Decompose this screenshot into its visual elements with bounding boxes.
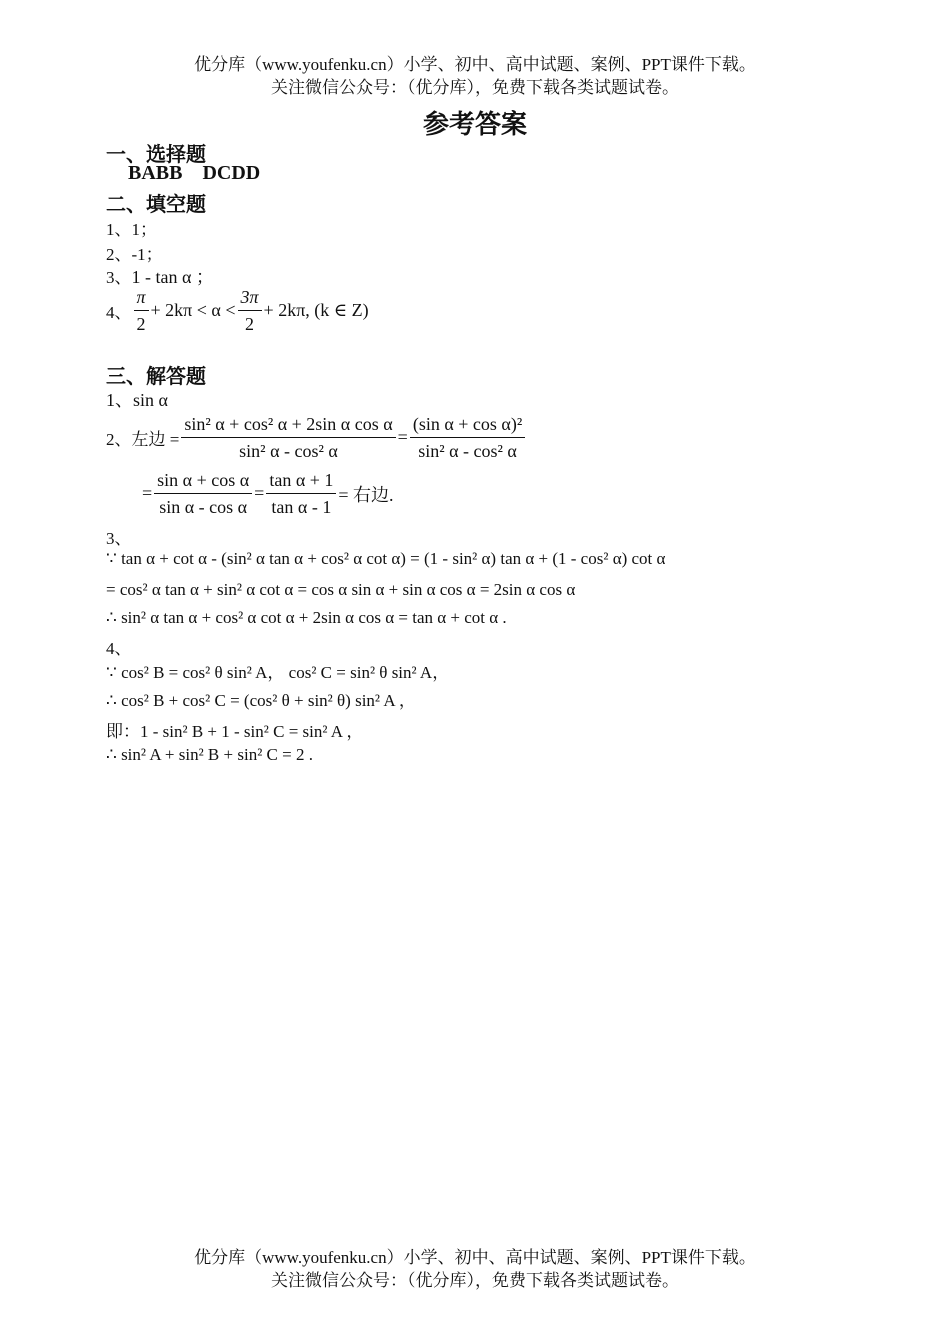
section-choice-heading: 一、选择题 bbox=[106, 144, 206, 166]
header-line-2: 关注微信公众号：（优分库），免费下载各类试题试卷。 bbox=[271, 78, 679, 97]
header-line-1: 优分库（www.youfenku.cn）小学、初中、高中试题、案例、PPT课件下载。 bbox=[194, 55, 756, 74]
solution-1: 1、sin α bbox=[106, 390, 168, 410]
solution-4-line-4: ∴ sin² A + sin² B + sin² C = 2 . bbox=[106, 745, 313, 764]
fraction: $\frac{\text{(sin α + cos α)²}}{\text{sin² α - cos² α}}$ bbox=[410, 411, 525, 464]
page-title: 参考答案 bbox=[422, 110, 527, 139]
solution-2-line-2: = $\frac{\text{sin α + cos α}}{\text{sin α - cos α}}$ = $\frac{\text{tan α + 1}}{\text{tan α - 1}}$ = 右边. bbox=[142, 467, 394, 520]
solution-3-line-1: ∵ tan α + cot α - (sin² α tan α + cos² α cot α) = (1 - sin² α) tan α + (1 - cos² α) cot α bbox=[106, 549, 666, 568]
fraction: $\frac{\text{tan α + 1}}{\text{tan α - 1}}$ bbox=[266, 467, 336, 520]
section-fill-heading: 二、填空题 bbox=[106, 194, 206, 216]
fill-answer-2: 2、-1； bbox=[106, 245, 163, 264]
fill-answer-3-expr: 1 - tan α ； bbox=[131, 267, 214, 287]
solution-4-line-2: ∴ cos² B + cos² C = (cos² θ + sin² θ) sin² A ， bbox=[106, 691, 416, 710]
fraction: $\frac{3\pi}{2}$ bbox=[238, 284, 262, 337]
solution-4-line-3: 即：1 - sin² B + 1 - sin² C = sin² A ， bbox=[106, 722, 364, 741]
footer-line-2: 关注微信公众号：（优分库），免费下载各类试题试卷。 bbox=[271, 1271, 679, 1290]
solution-4-label: 4、 bbox=[106, 639, 132, 658]
fraction: $\frac{\text{sin² α + cos² α + 2sin α cos α}}{\text{sin² α - cos² α}}$ bbox=[181, 411, 395, 464]
footer-line-1: 优分库（www.youfenku.cn）小学、初中、高中试题、案例、PPT课件下载。 bbox=[194, 1248, 756, 1267]
section-solution-heading: 三、解答题 bbox=[106, 366, 206, 388]
fill-answer-3: 3、1 - tan α ； bbox=[106, 267, 214, 287]
solution-4-line-1: ∵ cos² B = cos² θ sin² A， cos² C = sin² θ sin² A， bbox=[106, 663, 450, 682]
solution-3-line-2: = cos² α tan α + sin² α cot α = cos α sin α + sin α cos α = 2sin α cos α bbox=[106, 580, 576, 599]
fill-answer-1: 1、1； bbox=[106, 220, 157, 239]
fraction: $\frac{\pi}{2}$ bbox=[134, 284, 149, 337]
fraction: $\frac{\text{sin α + cos α}}{\text{sin α - cos α}}$ bbox=[154, 467, 252, 520]
solution-3-label: 3、 bbox=[106, 529, 132, 548]
solution-3-line-3: ∴ sin² α tan α + cos² α cot α + 2sin α cos α = tan α + cot α . bbox=[106, 608, 507, 627]
solution-2-line-1: 2、左边 = $\frac{\text{sin² α + cos² α + 2sin α cos α}}{\text{sin² α - cos² α}}$ = $\frac{\text{(sin α + cos α)²}}{\text{sin² α - cos² α}}$ bbox=[106, 411, 527, 464]
fill-answer-4: 4、 $\frac{\pi}{2}$ + 2kπ < α < $\frac{3\pi}{2}$ + 2kπ, (k ∈ Z) bbox=[106, 284, 369, 337]
choice-answers: BABB DCDD bbox=[128, 162, 261, 184]
